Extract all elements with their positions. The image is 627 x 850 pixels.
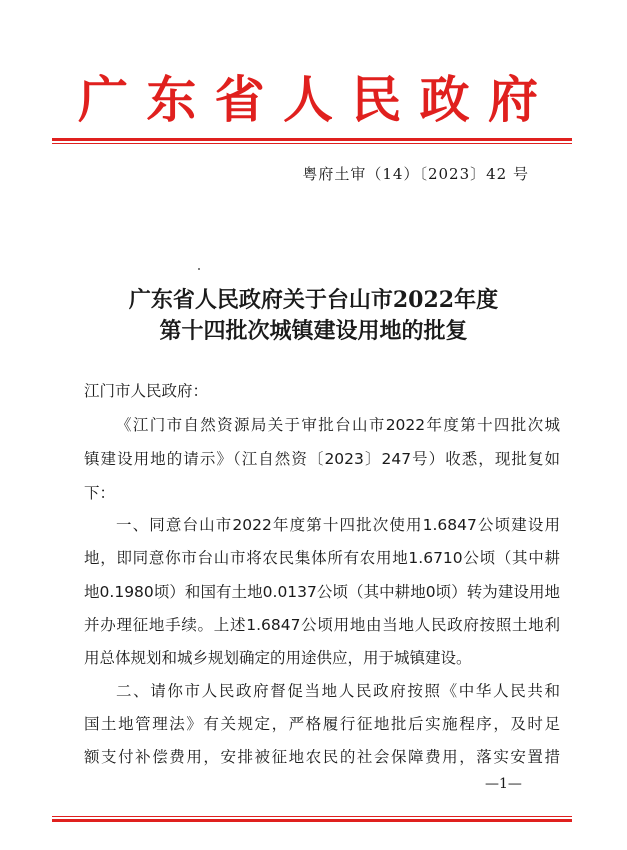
header-char: 人 xyxy=(282,70,333,129)
header-char: 政 xyxy=(419,70,470,129)
footer-divider-thin xyxy=(52,816,572,817)
footer-divider-thick xyxy=(52,819,572,822)
body-line: 地，即同意你市台山市将农民集体所有农用地1.6710公顷（其中耕 xyxy=(84,549,560,567)
header-char: 府 xyxy=(487,70,538,129)
header-char: 东 xyxy=(146,70,197,129)
scan-speck xyxy=(198,268,200,270)
document-title-line-2: 第十四批次城镇建设用地的批复 xyxy=(159,318,468,344)
document-number: 粤府土审（14）〔2023〕42 号 xyxy=(302,165,529,183)
body-line: 用总体规划和城乡规划确定的用途供应，用于城镇建设。 xyxy=(84,649,472,667)
page-number: —1— xyxy=(485,776,522,792)
body-line: 国土地管理法》有关规定，严格履行征地批后实施程序，及时足 xyxy=(84,715,560,733)
salutation: 江门市人民政府： xyxy=(84,382,209,400)
header-char: 省 xyxy=(214,70,265,129)
header-char: 广 xyxy=(78,70,128,129)
header-divider-thin xyxy=(52,143,572,144)
document-title-line-1: 广东省人民政府关于台山市2022年度 xyxy=(128,287,499,313)
body-line: 二、请你市人民政府督促当地人民政府按照《中华人民共和 xyxy=(116,682,560,700)
body-line: 镇建设用地的请示》（江自然资〔2023〕247号）收悉，现批复如 xyxy=(84,450,560,468)
header-divider-thick xyxy=(52,138,572,141)
body-line: 一、同意台山市2022年度第十四批次使用1.6847公顷建设用 xyxy=(116,516,560,534)
body-line: 《江门市自然资源局关于审批台山市2022年度第十四批次城 xyxy=(116,416,560,434)
issuing-authority-header xyxy=(78,70,538,130)
body-line: 地0.1980顷）和国有土地0.0137公顷（其中耕地0顷）转为建设用地 xyxy=(84,583,560,601)
body-line: 额支付补偿费用，安排被征地农民的社会保障费用，落实安置措 xyxy=(84,748,560,766)
header-char: 民 xyxy=(351,70,402,129)
body-line: 并办理征地手续。上述1.6847公顷用地由当地人民政府按照土地利 xyxy=(84,616,560,634)
body-line: 下： xyxy=(84,484,116,502)
